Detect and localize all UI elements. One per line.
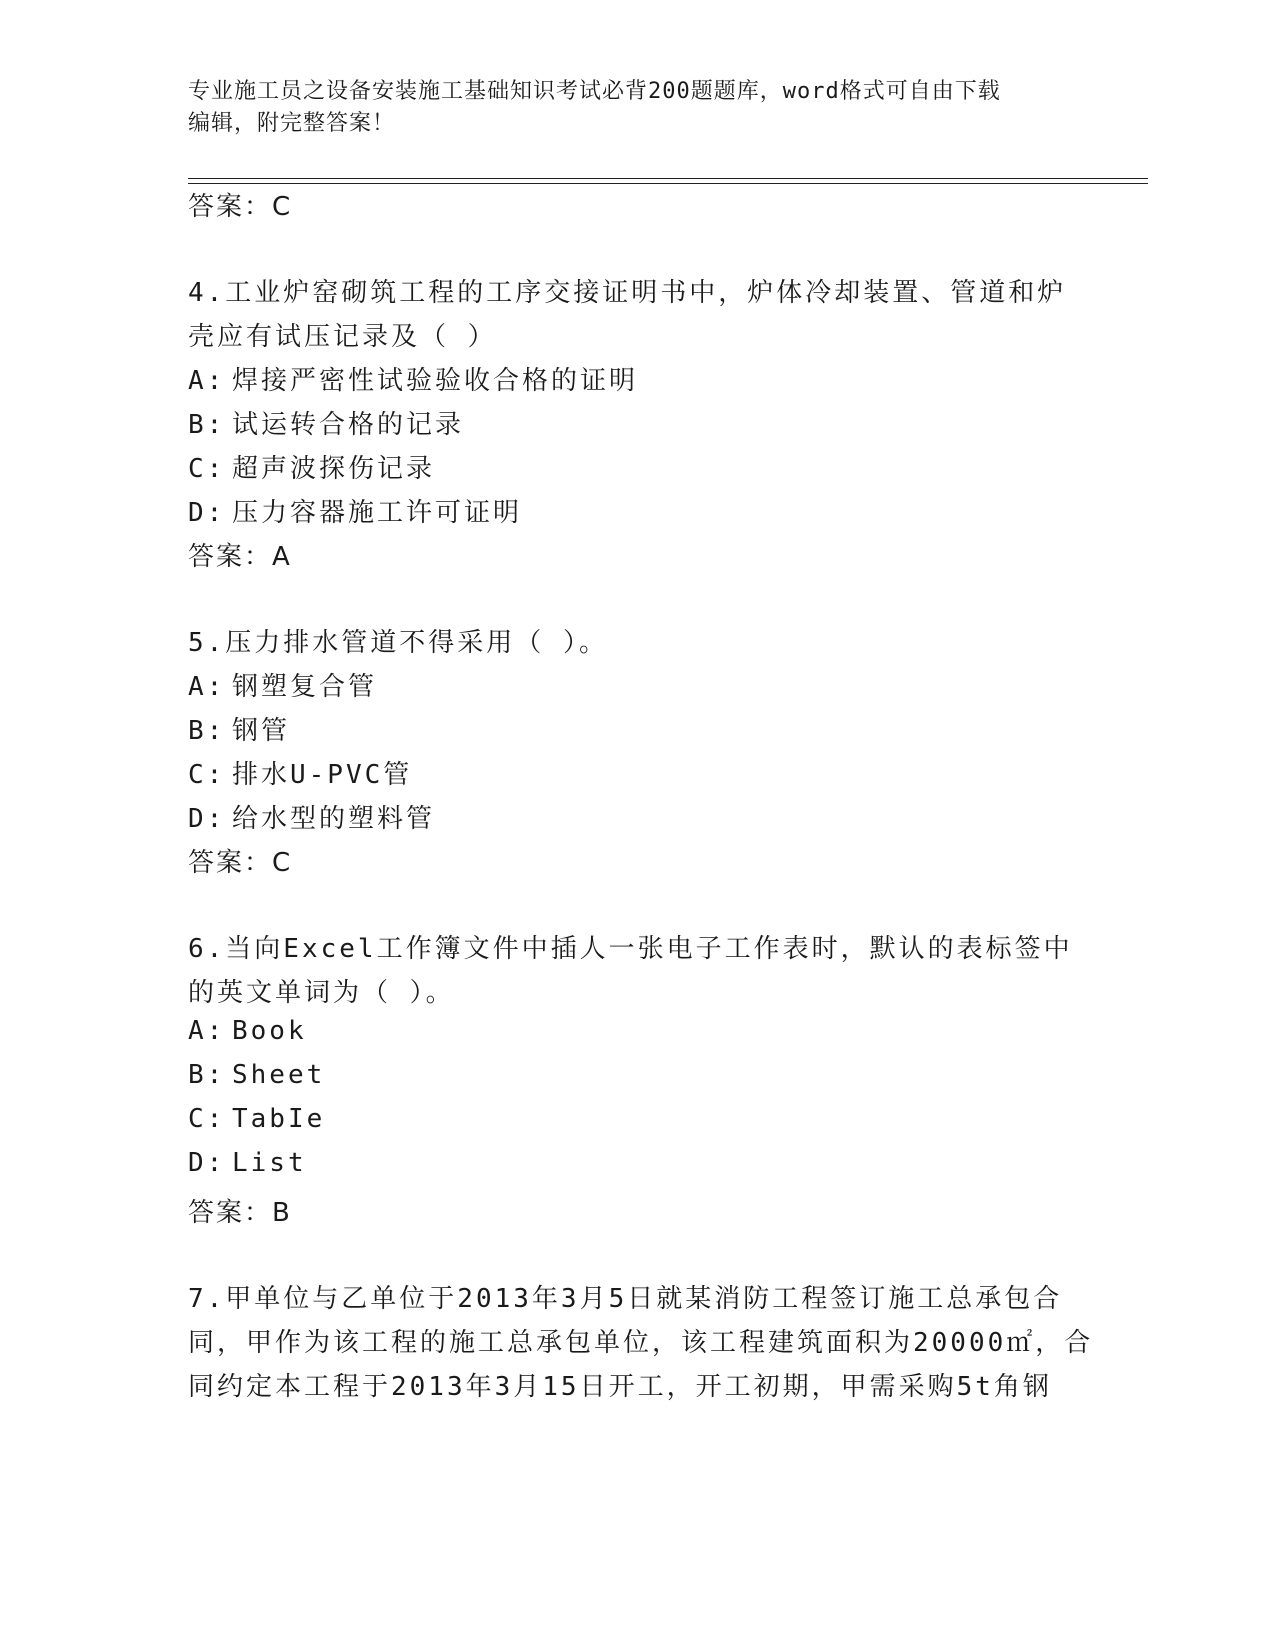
option-label: B: — [188, 716, 226, 746]
q6-stem-line-2: 的英文单词为（ ）。 — [188, 978, 455, 1008]
option-text: 焊接严密性试验验收合格的证明 — [232, 366, 639, 396]
option-label: A: — [188, 1016, 226, 1046]
option-label: A: — [188, 366, 226, 396]
option-label: D: — [188, 1148, 226, 1178]
q6-option-a — [188, 1016, 307, 1046]
q3-answer: 答案：C — [188, 192, 293, 222]
option-label: C: — [188, 1104, 226, 1134]
q6-stem-line-1: 6.当向Excel工作簿文件中插人一张电子工作表时，默认的表标签中 — [188, 934, 1073, 964]
q4-option-c — [188, 448, 435, 485]
header-line-1: 专业施工员之设备安装施工基础知识考试必背200题题库，word格式可自由下载 — [188, 79, 1001, 104]
q5-option-a — [188, 666, 377, 703]
q5-stem-line-1: 5.压力排水管道不得采用（ ）。 — [188, 628, 608, 658]
q4-option-d — [188, 492, 522, 529]
q4-option-b — [188, 404, 464, 441]
q5-option-d — [188, 798, 435, 835]
q7-stem-line-1: 7.甲单位与乙单位于2013年3月5日就某消防工程签订施工总承包合 — [188, 1284, 1063, 1314]
q7-stem-line-3: 同约定本工程于2013年3月15日开工，开工初期，甲需采购5t角钢 — [188, 1372, 1052, 1402]
option-label: A: — [188, 672, 226, 702]
q6-answer: 答案：B — [188, 1198, 292, 1228]
option-text: Sheet — [232, 1060, 326, 1090]
option-text: Book — [232, 1016, 307, 1046]
header-line-2: 编辑，附完整答案！ — [188, 111, 396, 136]
q4-stem-line-2: 壳应有试压记录及（ ） — [188, 322, 497, 352]
option-text: TabIe — [232, 1104, 326, 1134]
option-label: B: — [188, 410, 226, 440]
header-divider-top — [188, 178, 1148, 179]
option-text: 超声波探伤记录 — [232, 454, 436, 484]
option-label: B: — [188, 1060, 226, 1090]
q7-stem-line-2: 同，甲作为该工程的施工总承包单位，该工程建筑面积为20000㎡，合 — [188, 1328, 1094, 1358]
option-text: 压力容器施工许可证明 — [232, 498, 523, 528]
header-divider-bottom — [188, 183, 1148, 184]
q5-answer: 答案：C — [188, 848, 293, 878]
q4-stem-line-1: 4.工业炉窑砌筑工程的工序交接证明书中，炉体冷却装置、管道和炉 — [188, 278, 1067, 308]
q6-option-d — [188, 1148, 307, 1178]
q5-option-b — [188, 710, 290, 747]
option-label: D: — [188, 804, 226, 834]
option-label: C: — [188, 454, 226, 484]
q4-answer: 答案：A — [188, 542, 292, 572]
option-text: 给水型的塑料管 — [232, 804, 436, 834]
q6-option-b — [188, 1060, 325, 1090]
q5-option-c — [188, 754, 412, 791]
document-header — [188, 76, 1088, 140]
option-text: 试运转合格的记录 — [232, 410, 465, 440]
option-text: 排水U-PVC管 — [232, 760, 413, 790]
option-text: List — [232, 1148, 307, 1178]
option-text: 钢管 — [232, 716, 291, 746]
option-label: C: — [188, 760, 226, 790]
option-label: D: — [188, 498, 226, 528]
q4-option-a — [188, 360, 638, 397]
option-text: 钢塑复合管 — [232, 672, 378, 702]
q6-option-c — [188, 1104, 325, 1134]
